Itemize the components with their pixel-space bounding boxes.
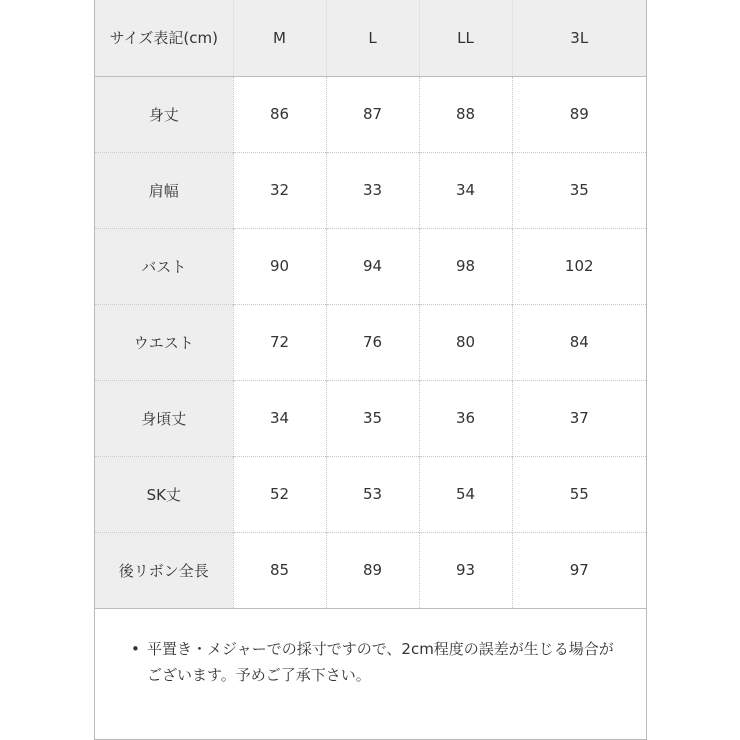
table-row <box>95 76 646 152</box>
table-cell: 88 <box>419 76 512 152</box>
table-cell: 87 <box>326 76 419 152</box>
bullet-icon: • <box>131 640 140 658</box>
row-label: 身丈 <box>95 76 233 152</box>
table-cell: 76 <box>326 304 419 380</box>
note-text: 平置き・メジャーでの採寸ですので、2cm程度の誤差が生じる場合がございます。予めご了承下さい。 <box>147 640 614 684</box>
notes-list <box>95 636 646 688</box>
table-cell: 102 <box>512 228 646 304</box>
row-label: 肩幅 <box>95 152 233 228</box>
table-cell: 86 <box>233 76 326 152</box>
table-cell: 34 <box>233 380 326 456</box>
table-row <box>95 380 646 456</box>
table-cell: 98 <box>419 228 512 304</box>
table-row <box>95 152 646 228</box>
table-cell: 35 <box>512 152 646 228</box>
note-item <box>131 636 622 688</box>
table-cell: 53 <box>326 456 419 532</box>
table-cell: 52 <box>233 456 326 532</box>
table-row <box>95 304 646 380</box>
table-header-row <box>95 0 646 76</box>
table-cell: 93 <box>419 532 512 608</box>
header-size-label: サイズ表記(cm) <box>95 0 233 76</box>
table-cell: 34 <box>419 152 512 228</box>
table-cell: 89 <box>326 532 419 608</box>
table-cell: 32 <box>233 152 326 228</box>
table-cell: 33 <box>326 152 419 228</box>
table-cell: 89 <box>512 76 646 152</box>
row-label: 身頃丈 <box>95 380 233 456</box>
table-cell: 94 <box>326 228 419 304</box>
table-cell: 36 <box>419 380 512 456</box>
table-cell: 37 <box>512 380 646 456</box>
row-label: ウエスト <box>95 304 233 380</box>
row-label: バスト <box>95 228 233 304</box>
table-cell: 97 <box>512 532 646 608</box>
table-row <box>95 228 646 304</box>
table-cell: 54 <box>419 456 512 532</box>
size-table <box>95 0 646 609</box>
notes-section <box>95 608 646 688</box>
header-size-m: M <box>233 0 326 76</box>
table-row <box>95 456 646 532</box>
size-chart-panel <box>94 0 647 740</box>
table-cell: 35 <box>326 380 419 456</box>
table-cell: 80 <box>419 304 512 380</box>
table-cell: 84 <box>512 304 646 380</box>
table-cell: 85 <box>233 532 326 608</box>
row-label: 後リボン全長 <box>95 532 233 608</box>
table-cell: 90 <box>233 228 326 304</box>
header-size-l: L <box>326 0 419 76</box>
table-cell: 55 <box>512 456 646 532</box>
table-cell: 72 <box>233 304 326 380</box>
table-row <box>95 532 646 608</box>
header-size-ll: LL <box>419 0 512 76</box>
header-size-3l: 3L <box>512 0 646 76</box>
row-label: SK丈 <box>95 456 233 532</box>
